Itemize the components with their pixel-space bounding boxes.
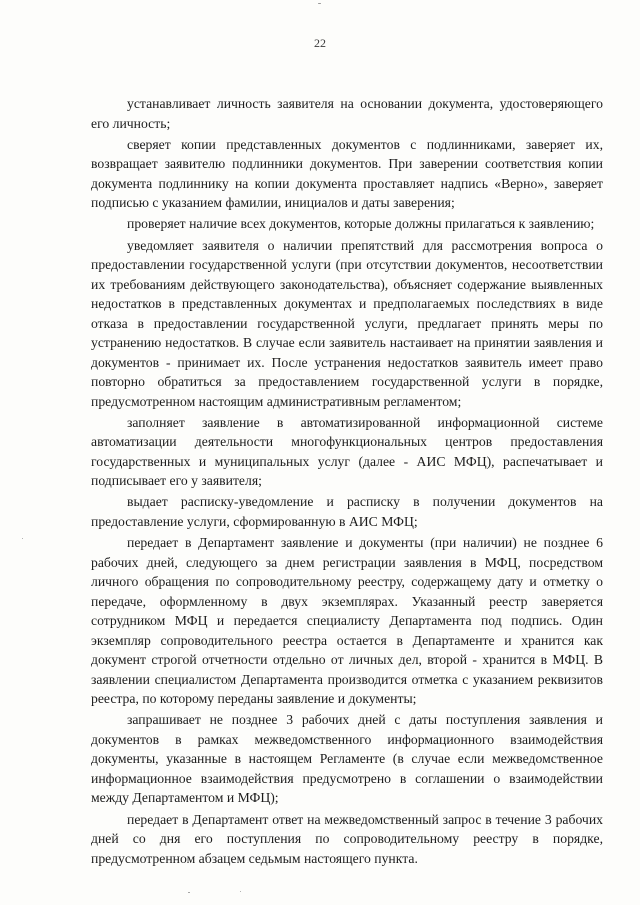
paragraph-check-documents: проверяет наличие всех документов, которые должны прилагаться к заявлению; (127, 216, 595, 232)
scan-speck (188, 892, 190, 893)
paragraph-verify-identity: устанавливает личность заявителя на основании документа, удостоверяющего его личность; (91, 96, 603, 131)
paragraph-notify-obstacles: уведомляет заявителя о наличии препятствий для рассмотрения вопроса о предоставлении государственной услуги (при отсутствии документов, несоответствии их требованиям действующего законодательства), объясняет содержание выявленных недостатков в представленных документах и предполагаемых последствиях в виде отказа в предоставлении государственной услуги, предлагает принять меры по устранению недостатков. В случае если заявитель настаивает на принятии заявления и документов - принимает их. После устранения недостатков заявитель имеет право повторно обратиться за предоставлением государственной услуги в порядке, предусмотренном настоящим административным регламентом; (91, 237, 603, 409)
paragraph-transfer-response: передает в Департамент ответ на межведомственный запрос в течение 3 рабочих дней со дня его поступления по сопроводительному реестру в порядке, предусмотренном абзацем седьмым настоящего пункта. (91, 811, 603, 866)
paragraph-issue-receipt: выдает расписку-уведомление и расписку в получении документов на предоставление услуги, сформированную в АИС МФЦ; (91, 494, 603, 529)
scan-speck (240, 891, 241, 892)
paragraph-verify-copies: сверяет копии представленных документов с подлинниками, заверяет их, возвращает заявителю подлинники документов. При заверении соответствия копии документа подлиннику на копии документа проставляет надпись «Верно», заверяет подписью с указанием фамилии, инициалов и даты заверения; (91, 136, 603, 211)
paragraph-fill-application: заполняет заявление в автоматизированной информационной системе автоматизации деятельности многофункциональных центров предоставления государственных и муниципальных услуг (далее - АИС МФЦ), распечатывает и подписывает его у заявителя; (91, 414, 603, 489)
scan-speck (22, 538, 23, 539)
scan-speck (318, 3, 321, 4)
paragraph-interagency-request: запрашивает не позднее 3 рабочих дней с даты поступления заявления и документов в рамках межведомственного информационного взаимодействия документы, указанные в настоящем Регламенте (в случае если межведомственное информационное взаимодействия предусмотрено в соглашении о взаимодействии между Департаментом и МФЦ); (91, 712, 603, 806)
document-body (91, 94, 603, 870)
page-number: 22 (314, 36, 326, 50)
paragraph-transfer-documents: передает в Департамент заявление и документы (при наличии) не позднее 6 рабочих дней, следующего за днем регистрации заявления в МФЦ, посредством личного обращения по сопроводительному реестру, содержащему дату и отметку о передаче, оформленному в двух экземплярах. Указанный реестр заверяется сотрудником МФЦ и передается специалисту Департамента под подпись. Один экземпляр сопроводительного реестра остается в Департаменте и хранится как документ строгой отчетности отдельно от личных дел, второй - хранится в МФЦ. В заявлении специалистом Департамента производится отметка с указанием реквизитов реестра, по которому переданы заявление и документы; (91, 535, 603, 707)
